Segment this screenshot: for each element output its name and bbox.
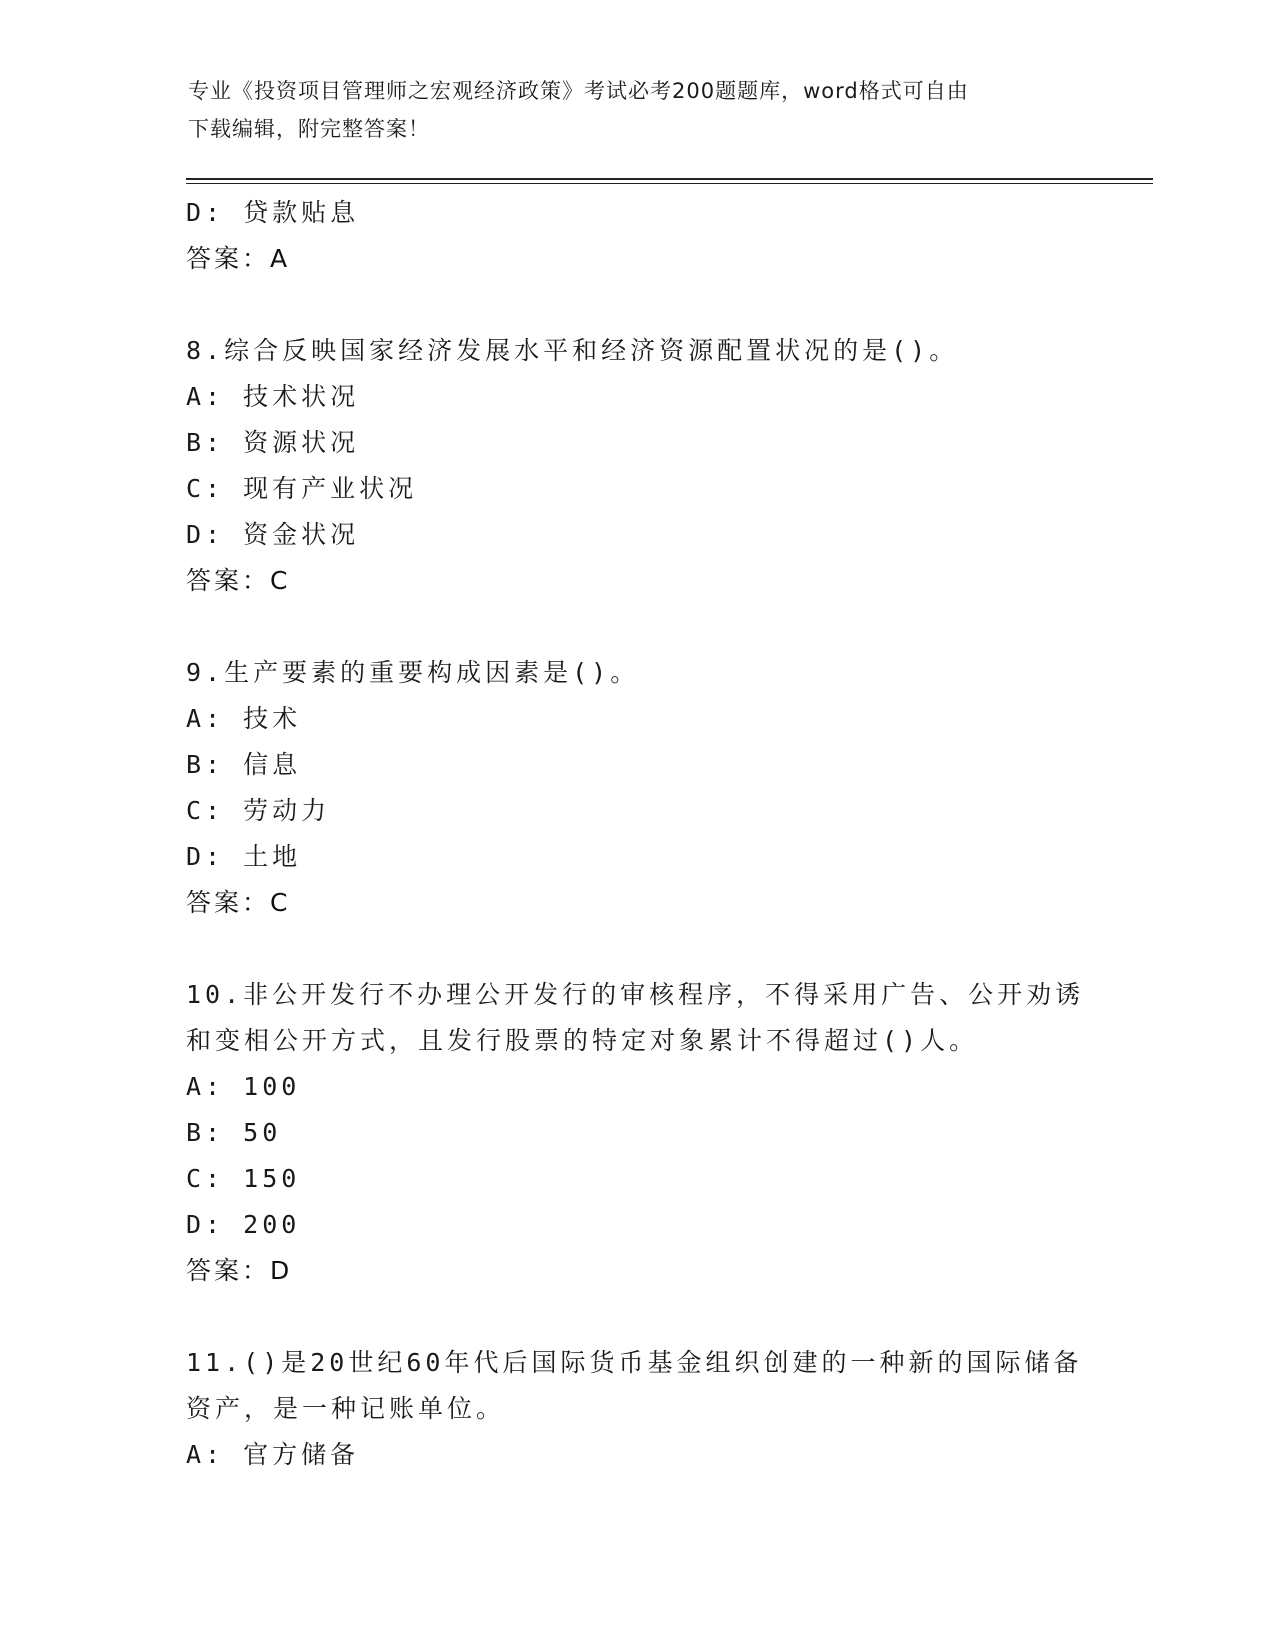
document-header xyxy=(188,72,1068,148)
answer: 答案：A xyxy=(186,244,291,273)
spacer xyxy=(186,1294,1086,1340)
option-c: C: 150 xyxy=(186,1164,301,1193)
question-11 xyxy=(186,1340,1086,1478)
header-divider-thick xyxy=(186,178,1153,180)
question-stem-line1: 11.()是20世纪60年代后国际货币基金组织创建的一种新的国际储备 xyxy=(186,1348,1083,1377)
option-b: B: 资源状况 xyxy=(186,428,360,457)
question-stem-line2: 和变相公开方式，且发行股票的特定对象累计不得超过()人。 xyxy=(186,1026,979,1055)
question-stem-line2: 资产，是一种记账单位。 xyxy=(186,1394,506,1423)
option-d: D: 土地 xyxy=(186,842,302,871)
question-stem: 9.生产要素的重要构成因素是()。 xyxy=(186,658,640,687)
header-divider-thin xyxy=(186,183,1153,184)
header-title-line1: 专业《投资项目管理师之宏观经济政策》考试必考200题题库，word格式可自由 xyxy=(188,79,969,103)
option-a: A: 100 xyxy=(186,1072,301,1101)
option-b: B: 信息 xyxy=(186,750,302,779)
answer: 答案：D xyxy=(186,1256,293,1285)
option-d: D: 贷款贴息 xyxy=(186,198,360,227)
option-c: C: 劳动力 xyxy=(186,796,331,825)
question-8 xyxy=(186,328,1086,604)
question-stem-line1: 10.非公开发行不办理公开发行的审核程序，不得采用广告、公开劝诱 xyxy=(186,980,1085,1009)
option-b: B: 50 xyxy=(186,1118,282,1147)
option-a: A: 官方储备 xyxy=(186,1440,360,1469)
spacer xyxy=(186,282,1086,328)
option-a: A: 技术 xyxy=(186,704,302,733)
option-d: D: 资金状况 xyxy=(186,520,360,549)
answer: 答案：C xyxy=(186,566,291,595)
question-7-tail xyxy=(186,190,1086,282)
question-stem: 8.综合反映国家经济发展水平和经济资源配置状况的是()。 xyxy=(186,336,959,365)
answer: 答案：C xyxy=(186,888,291,917)
spacer xyxy=(186,926,1086,972)
question-list xyxy=(186,190,1086,1478)
question-9 xyxy=(186,650,1086,926)
option-d: D: 200 xyxy=(186,1210,301,1239)
option-a: A: 技术状况 xyxy=(186,382,360,411)
spacer xyxy=(186,604,1086,650)
option-c: C: 现有产业状况 xyxy=(186,474,418,503)
question-10 xyxy=(186,972,1086,1294)
header-title-line2: 下载编辑，附完整答案！ xyxy=(188,117,430,141)
